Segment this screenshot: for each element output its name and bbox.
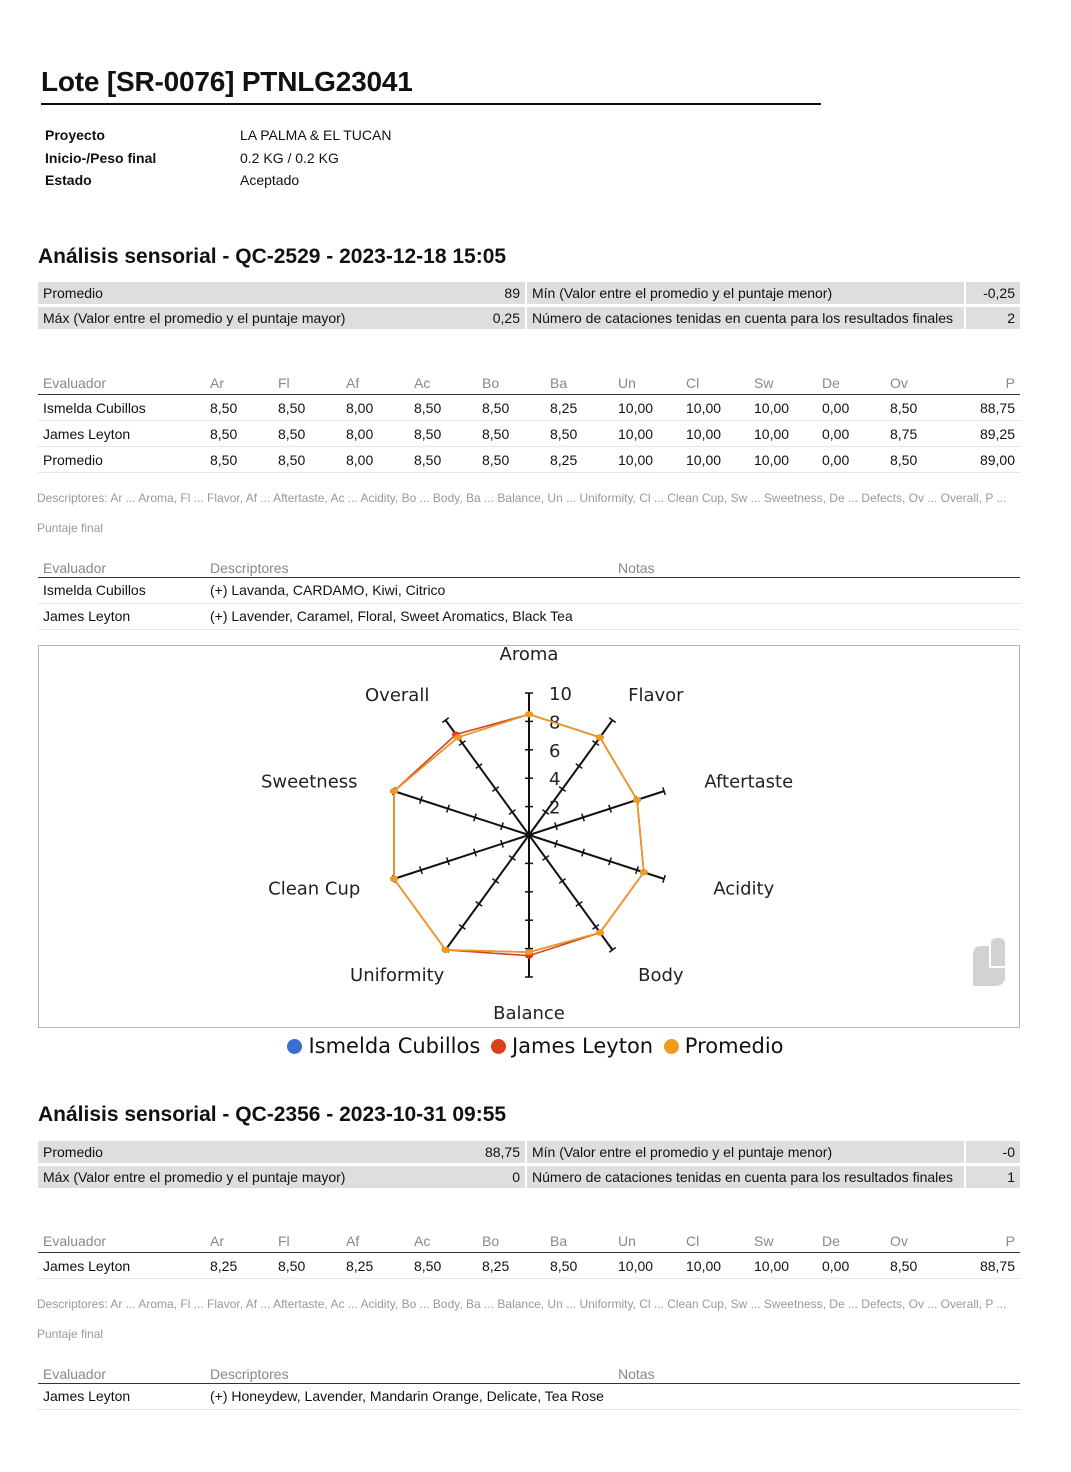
column-header: Notas <box>618 1366 655 1382</box>
score-cell: 10,00 <box>754 399 790 416</box>
lot-title: Lote [SR-0076] PTNLG23041 <box>41 66 413 97</box>
column-header: Ov <box>890 1233 908 1249</box>
evaluator-name: James Leyton <box>43 1257 131 1274</box>
column-header: Ba <box>550 1233 568 1249</box>
axis-label: Flavor <box>628 684 684 706</box>
summary-value: 88,75 <box>477 1141 525 1163</box>
axis-label: Clean Cup <box>268 878 361 900</box>
field-label: Inicio-/Peso final <box>45 149 157 166</box>
column-header: Evaluador <box>43 560 107 576</box>
column-header: Cl <box>686 375 700 391</box>
score-cell: 88,75 <box>979 399 1015 416</box>
axis-label: Overall <box>365 684 430 706</box>
descriptor-text: (+) Lavanda, CARDAMO, Kiwi, Citrico <box>210 582 446 598</box>
section-title: Análisis sensorial - QC-2529 - 2023-12-18 15:05 <box>38 245 507 268</box>
axis-label: Sweetness <box>260 771 358 793</box>
summary-label: Mín (Valor entre el promedio y el puntaje menor) <box>527 1141 964 1163</box>
legend-dot-icon <box>664 1039 679 1054</box>
summary-label: Máx (Valor entre el promedio y el puntaje mayor) <box>38 1166 477 1188</box>
column-header: Ac <box>414 375 431 391</box>
score-cell: 0,00 <box>822 1257 850 1274</box>
column-header: Sw <box>754 1233 774 1249</box>
radar-chart <box>38 645 1020 1028</box>
score-cell: 8,00 <box>346 451 374 468</box>
r-tick-label: 6 <box>549 740 561 762</box>
evaluator-name: Ismelda Cubillos <box>43 399 146 416</box>
legend-label: Ismelda Cubillos <box>308 1034 481 1058</box>
score-cell: 8,50 <box>890 451 918 468</box>
column-header: Evaluador <box>43 1233 107 1249</box>
score-cell: 89,25 <box>979 425 1015 442</box>
score-cell: 8,25 <box>550 399 578 416</box>
score-cell: 8,25 <box>346 1257 374 1274</box>
legend-dot-icon <box>287 1039 302 1054</box>
column-header: Ar <box>210 1233 224 1249</box>
score-cell: 8,00 <box>346 425 374 442</box>
axis-label: Balance <box>493 1003 565 1025</box>
score-cell: 8,50 <box>210 451 238 468</box>
axis-label: Acidity <box>713 878 775 900</box>
column-header: Cl <box>686 1233 700 1249</box>
score-cell: 8,00 <box>346 399 374 416</box>
score-cell: 0,00 <box>822 451 850 468</box>
summary-label: Número de cataciones tenidas en cuenta para los resultados finales <box>527 307 964 329</box>
summary-label: Promedio <box>38 1141 477 1163</box>
table-row <box>38 395 1020 421</box>
score-cell: 8,25 <box>210 1257 238 1274</box>
summary-value: -0,25 <box>966 282 1020 304</box>
column-header: Fl <box>278 1233 290 1249</box>
descriptor-legend: Descriptores: Ar ... Aroma, Fl ... Flavor, Af ... Aftertaste, Ac ... Acidity, Bo ... Body, Ba ... Balance, Un ... Uniformity, Cl ... Clean Cup, Sw ... Sweetness, De ... Defects, Ov ... Overall, P ... Puntaje final <box>37 491 1007 535</box>
score-cell: 10,00 <box>754 425 790 442</box>
score-cell: 88,75 <box>979 1257 1015 1274</box>
column-header: Fl <box>278 375 290 391</box>
descriptor-text: (+) Lavender, Caramel, Floral, Sweet Aromatics, Black Tea <box>210 608 573 624</box>
score-cell: 8,50 <box>414 425 442 442</box>
column-header: P <box>1005 1233 1015 1249</box>
column-header: Un <box>618 375 636 391</box>
legend-item-james[interactable] <box>491 1034 653 1058</box>
column-header: Af <box>346 1233 360 1249</box>
score-cell: 8,50 <box>210 399 238 416</box>
summary-value: 89 <box>477 282 525 304</box>
table-row <box>38 1384 1020 1410</box>
title-divider <box>41 103 821 105</box>
score-cell: 8,50 <box>482 451 510 468</box>
score-cell: 8,50 <box>482 425 510 442</box>
summary-label: Promedio <box>38 282 477 304</box>
score-cell: 8,50 <box>550 1257 578 1274</box>
score-cell: 10,00 <box>686 1257 722 1274</box>
score-cell: 8,50 <box>482 399 510 416</box>
field-value: LA PALMA & EL TUCAN <box>240 127 392 143</box>
summary-row <box>38 1166 1020 1188</box>
scores-table <box>38 1228 1020 1279</box>
score-cell: 8,50 <box>550 425 578 442</box>
column-header: Notas <box>618 560 655 576</box>
legend-item-promedio[interactable] <box>664 1034 784 1058</box>
summary-label: Número de cataciones tenidas en cuenta para los resultados finales <box>527 1166 964 1188</box>
table-row <box>38 578 1020 604</box>
score-cell: 8,50 <box>210 425 238 442</box>
score-cell: 10,00 <box>618 1257 654 1274</box>
score-cell: 8,50 <box>414 1257 442 1274</box>
score-cell: 10,00 <box>754 1257 790 1274</box>
summary-value: 0 <box>477 1166 525 1188</box>
column-header: P <box>1005 375 1015 391</box>
legend-label: Promedio <box>684 1034 784 1058</box>
column-header: Bo <box>482 1233 500 1249</box>
column-header: Descriptores <box>210 1366 289 1382</box>
column-header: Ar <box>210 375 224 391</box>
score-cell: 10,00 <box>618 451 654 468</box>
evaluator-name: James Leyton <box>43 425 131 442</box>
table-row <box>38 1253 1020 1279</box>
summary-value: 2 <box>966 307 1020 329</box>
legend-label: James Leyton <box>511 1034 654 1058</box>
score-cell: 10,00 <box>618 425 654 442</box>
summary-label: Máx (Valor entre el promedio y el puntaje mayor) <box>38 307 477 329</box>
axis-label: Uniformity <box>350 965 445 987</box>
lot-info <box>45 126 391 194</box>
field-value: 0.2 KG / 0.2 KG <box>240 149 339 166</box>
descriptors-header-row <box>38 1360 1020 1384</box>
table-row <box>38 447 1020 473</box>
score-cell: 10,00 <box>686 399 722 416</box>
summary-label: Mín (Valor entre el promedio y el puntaje menor) <box>527 282 964 304</box>
score-cell: 8,50 <box>278 1257 306 1274</box>
r-tick-label: 10 <box>549 684 572 705</box>
score-cell: 10,00 <box>754 451 790 468</box>
evaluator-name: James Leyton <box>43 608 131 624</box>
score-cell: 8,50 <box>414 399 442 416</box>
legend-dot-icon <box>491 1039 506 1054</box>
column-header: Evaluador <box>43 1366 107 1382</box>
score-cell: 10,00 <box>686 425 722 442</box>
score-cell: 8,50 <box>278 451 306 468</box>
summary-value: -0 <box>966 1141 1020 1163</box>
column-header: Af <box>346 375 360 391</box>
axis-label: Aftertaste <box>704 771 794 793</box>
descriptors-header-row <box>38 554 1020 578</box>
column-header: Ba <box>550 375 568 391</box>
score-cell: 8,50 <box>890 399 918 416</box>
field-label: Estado <box>45 172 92 188</box>
summary-row <box>38 307 1020 329</box>
column-header: Bo <box>482 375 500 391</box>
score-cell: 8,75 <box>890 425 918 442</box>
column-header: De <box>822 1233 840 1249</box>
lot-info-project <box>45 126 391 149</box>
axis-label: Body <box>638 965 684 987</box>
evaluator-name: Promedio <box>43 451 103 468</box>
column-header: Sw <box>754 375 774 391</box>
descriptors-table <box>38 554 1020 630</box>
summary-table <box>38 1141 1020 1191</box>
score-cell: 10,00 <box>686 451 722 468</box>
summary-row <box>38 1141 1020 1163</box>
lot-info-weight <box>45 149 391 172</box>
score-cell: 8,50 <box>890 1257 918 1274</box>
table-row <box>38 421 1020 447</box>
descriptor-text: (+) Honeydew, Lavender, Mandarin Orange, Delicate, Tea Rose <box>210 1388 604 1404</box>
scores-table <box>38 370 1020 473</box>
column-header: Evaluador <box>43 375 107 391</box>
summary-table <box>38 282 1020 332</box>
score-cell: 0,00 <box>822 399 850 416</box>
scores-header-row <box>38 370 1020 395</box>
lot-info-status <box>45 171 391 194</box>
score-cell: 8,50 <box>414 451 442 468</box>
score-cell: 8,25 <box>482 1257 510 1274</box>
r-tick-label: 8 <box>549 712 561 734</box>
column-header: Un <box>618 1233 636 1249</box>
scores-header-row <box>38 1228 1020 1253</box>
axis-label: Aroma <box>499 646 559 665</box>
chart-legend <box>0 1034 1071 1059</box>
field-label: Proyecto <box>45 127 105 143</box>
score-cell: 8,50 <box>278 399 306 416</box>
r-tick-label: 4 <box>549 769 561 791</box>
evaluator-name: James Leyton <box>43 1388 131 1404</box>
table-row <box>38 604 1020 630</box>
column-header: Ac <box>414 1233 431 1249</box>
summary-value: 0,25 <box>477 307 525 329</box>
score-cell: 8,25 <box>550 451 578 468</box>
column-header: De <box>822 375 840 391</box>
summary-value: 1 <box>966 1166 1020 1188</box>
column-header: Descriptores <box>210 560 289 576</box>
chart-logo-watermark <box>39 646 1019 1027</box>
score-cell: 89,00 <box>979 451 1015 468</box>
column-header: Ov <box>890 375 908 391</box>
legend-item-ismelda[interactable] <box>287 1034 480 1058</box>
summary-row <box>38 282 1020 304</box>
descriptors-table <box>38 1360 1020 1410</box>
score-cell: 0,00 <box>822 425 850 442</box>
field-value: Aceptado <box>240 172 300 188</box>
section-title: Análisis sensorial - QC-2356 - 2023-10-31 09:55 <box>38 1103 507 1126</box>
descriptor-legend: Descriptores: Ar ... Aroma, Fl ... Flavor, Af ... Aftertaste, Ac ... Acidity, Bo ... Body, Ba ... Balance, Un ... Uniformity, Cl ... Clean Cup, Sw ... Sweetness, De ... Defects, Ov ... Overall, P ... Puntaje final <box>37 1297 1007 1341</box>
evaluator-name: Ismelda Cubillos <box>43 582 146 598</box>
score-cell: 10,00 <box>618 399 654 416</box>
score-cell: 8,50 <box>278 425 306 442</box>
r-tick-label: 2 <box>549 797 561 819</box>
